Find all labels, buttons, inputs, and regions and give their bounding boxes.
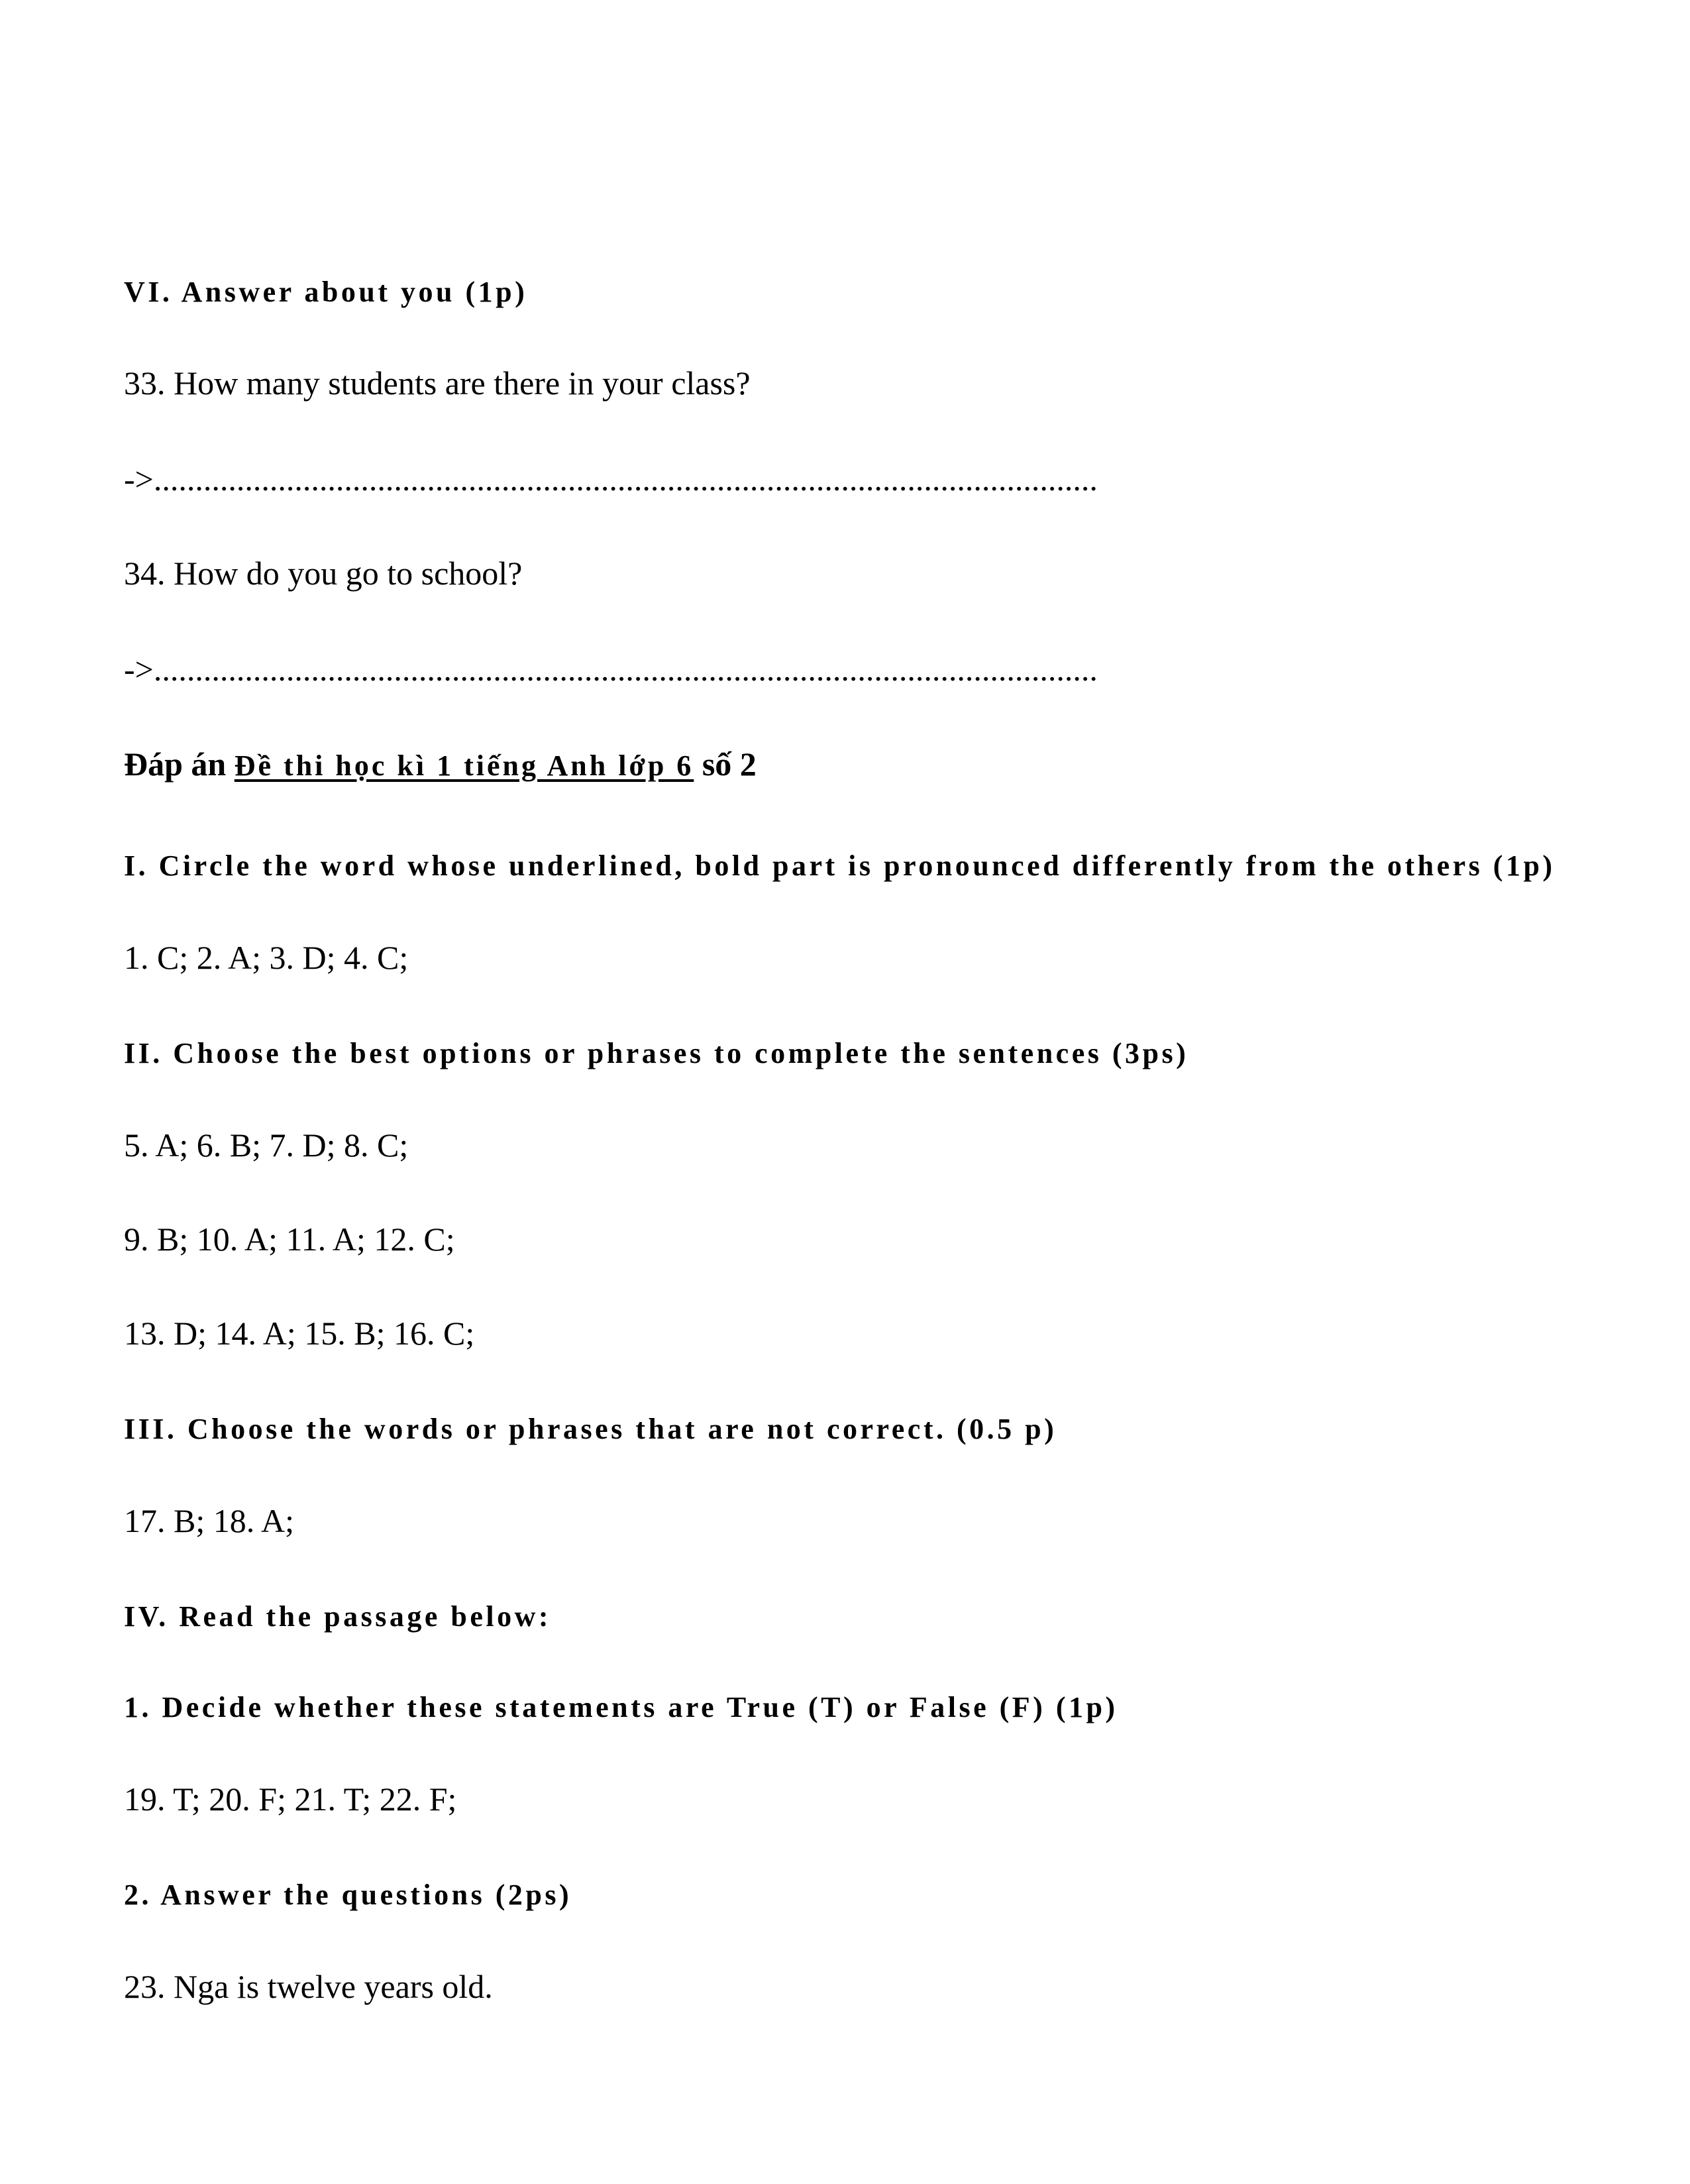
section-iii-heading: III. Choose the words or phrases that are not correct. (0.5 p) xyxy=(124,1413,1057,1445)
answer-line-34: ->.................................................................................................................. xyxy=(124,651,1098,688)
section-vi-heading: VI. Answer about you (1p) xyxy=(124,276,528,308)
section-iv-part-1-answers: 19. T; 20. F; 21. T; 22. F; xyxy=(124,1780,457,1818)
section-ii-heading: II. Choose the best options or phrases to complete the sentences (3ps) xyxy=(124,1037,1189,1069)
section-ii-answers-row-3: 13. D; 14. A; 15. B; 16. C; xyxy=(124,1315,475,1352)
question-33: 33. How many students are there in your class? xyxy=(124,364,751,402)
answer-line-33: ->.................................................................................................................. xyxy=(124,461,1098,498)
section-ii-answers-row-2: 9. B; 10. A; 11. A; 12. C; xyxy=(124,1221,455,1258)
section-iv-part-2-heading: 2. Answer the questions (2ps) xyxy=(124,1879,572,1911)
section-i-heading: I. Circle the word whose underlined, bold part is pronounced differently from the others (1p) xyxy=(124,849,1556,882)
section-i-answers: 1. C; 2. A; 3. D; 4. C; xyxy=(124,939,409,976)
answer-key-title xyxy=(124,747,757,781)
section-iv-heading: IV. Read the passage below: xyxy=(124,1600,552,1633)
section-ii-answers-row-1: 5. A; 6. B; 7. D; 8. C; xyxy=(124,1126,409,1164)
section-iv-part-1-heading: 1. Decide whether these statements are True (T) or False (F) (1p) xyxy=(124,1691,1118,1723)
question-34: 34. How do you go to school? xyxy=(124,555,523,592)
answer-23: 23. Nga is twelve years old. xyxy=(124,1968,493,2005)
section-iii-answers: 17. B; 18. A; xyxy=(124,1502,294,1539)
answer-key-title-prefix: Đáp án xyxy=(124,745,235,783)
exam-title-link[interactable]: Đề thi học kì 1 tiếng Anh lớp 6 xyxy=(234,749,694,782)
answer-key-title-suffix: số 2 xyxy=(694,745,757,783)
